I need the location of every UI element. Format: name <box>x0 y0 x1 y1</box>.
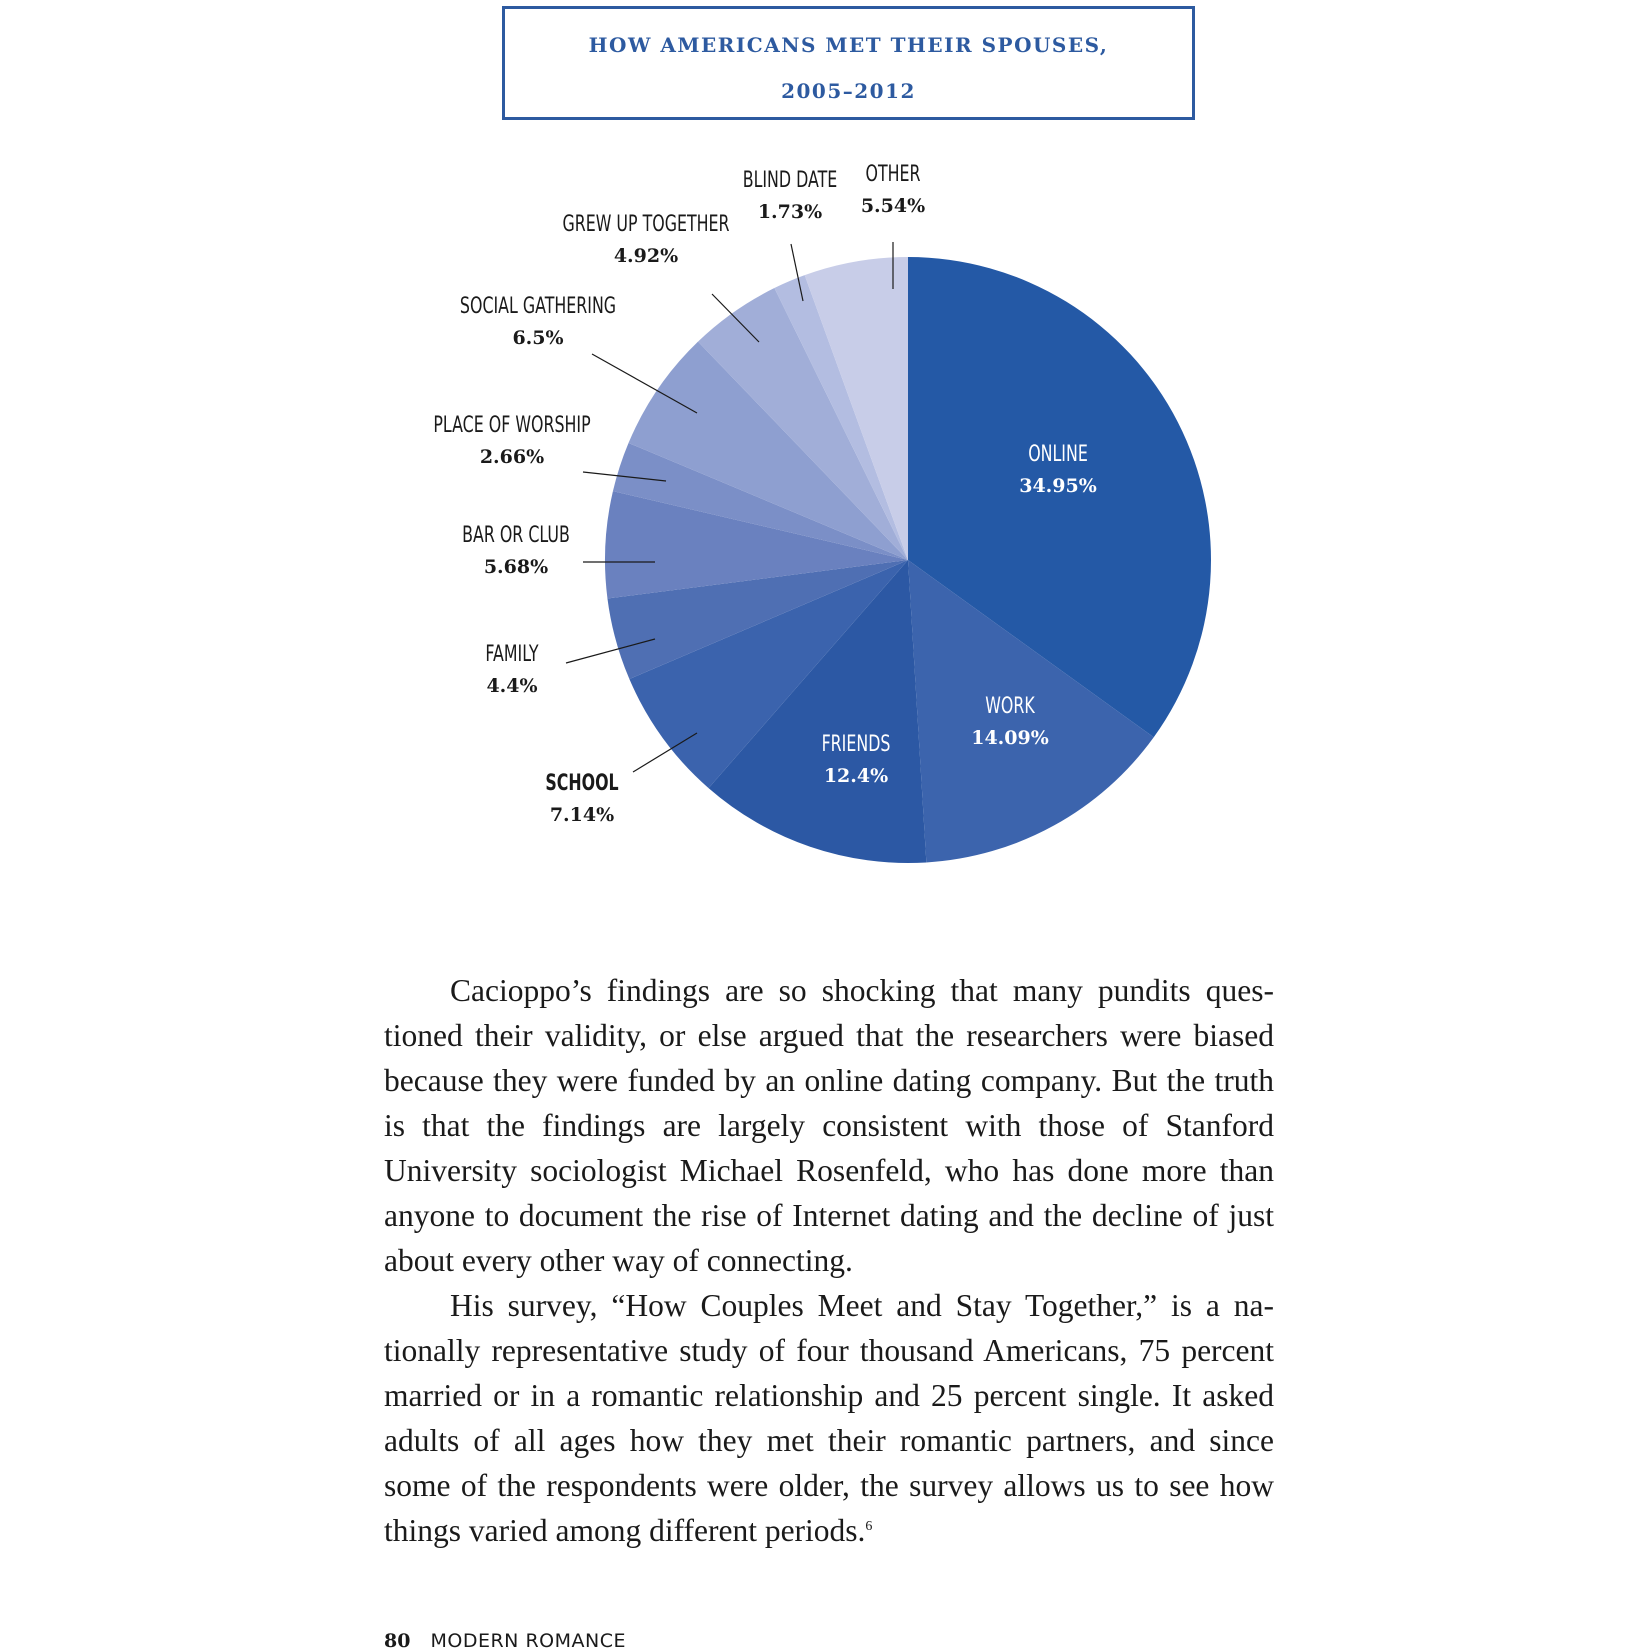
slice-label-school: SCHOOL <box>545 769 619 796</box>
chart-subtitle: 2005–2012 <box>781 79 916 103</box>
slice-label-social-gathering: SOCIAL GATHERING <box>459 292 617 319</box>
slice-value-grew-up-together: 4.92% <box>613 245 679 267</box>
slice-label-other: OTHER <box>865 160 921 187</box>
running-title: MODERN ROMANCE <box>430 1630 626 1652</box>
slice-label-blind-date: BLIND DATE <box>742 166 838 193</box>
body-paragraph-2 <box>384 1283 1274 1553</box>
slice-label-place-of-worship: PLACE OF WORSHIP <box>433 411 591 438</box>
body-paragraph-1: Cacioppo’s findings are so shocking that many pundits questioned their validity, or else argued that the researchers were biased because they were funded by an online dating company. But the truth is that the findings are largely consistent with those of Stanford University sociologist Michael Rosenfeld, who has done more than anyone to document the rise of Internet dating and the decline of just about every other way of connecting. <box>384 973 1274 1278</box>
slice-value-place-of-worship: 2.66% <box>479 446 545 468</box>
slice-value-family: 4.4% <box>486 675 538 697</box>
slice-label-grew-up-together: GREW UP TOGETHER <box>562 210 730 237</box>
slice-label-friends: FRIENDS <box>821 730 891 757</box>
slice-label-bar-or-club: BAR OR CLUB <box>462 521 570 548</box>
chart-title: HOW AMERICANS MET THEIR SPOUSES, <box>588 33 1109 57</box>
page-number: 80 <box>384 1630 411 1652</box>
footnote-marker: 6 <box>865 1519 873 1534</box>
slice-label-work: WORK <box>985 692 1035 719</box>
slice-value-work: 14.09% <box>971 727 1049 749</box>
slice-value-social-gathering: 6.5% <box>512 327 564 349</box>
page-footer <box>384 1630 626 1652</box>
slice-label-family: FAMILY <box>485 640 539 667</box>
slice-value-school: 7.14% <box>549 804 615 826</box>
slice-value-bar-or-club: 5.68% <box>483 556 549 578</box>
body-text <box>384 968 1274 1553</box>
body-paragraph-2-text: His survey, “How Couples Meet and Stay Together,” is a nationally representative study of four thousand Americans, 75 percent married or in a romantic relationship and 25 percent single. It asked adults of all ages how they met their romantic partners, and since some of the respondents were older, the survey allows us to see how things varied among different periods. <box>384 1288 1274 1548</box>
slice-value-other: 5.54% <box>860 195 926 217</box>
slice-value-friends: 12.4% <box>823 765 889 787</box>
slice-value-blind-date: 1.73% <box>757 201 823 223</box>
slice-value-online: 34.95% <box>1019 475 1097 497</box>
slice-label-online: ONLINE <box>1028 440 1088 467</box>
